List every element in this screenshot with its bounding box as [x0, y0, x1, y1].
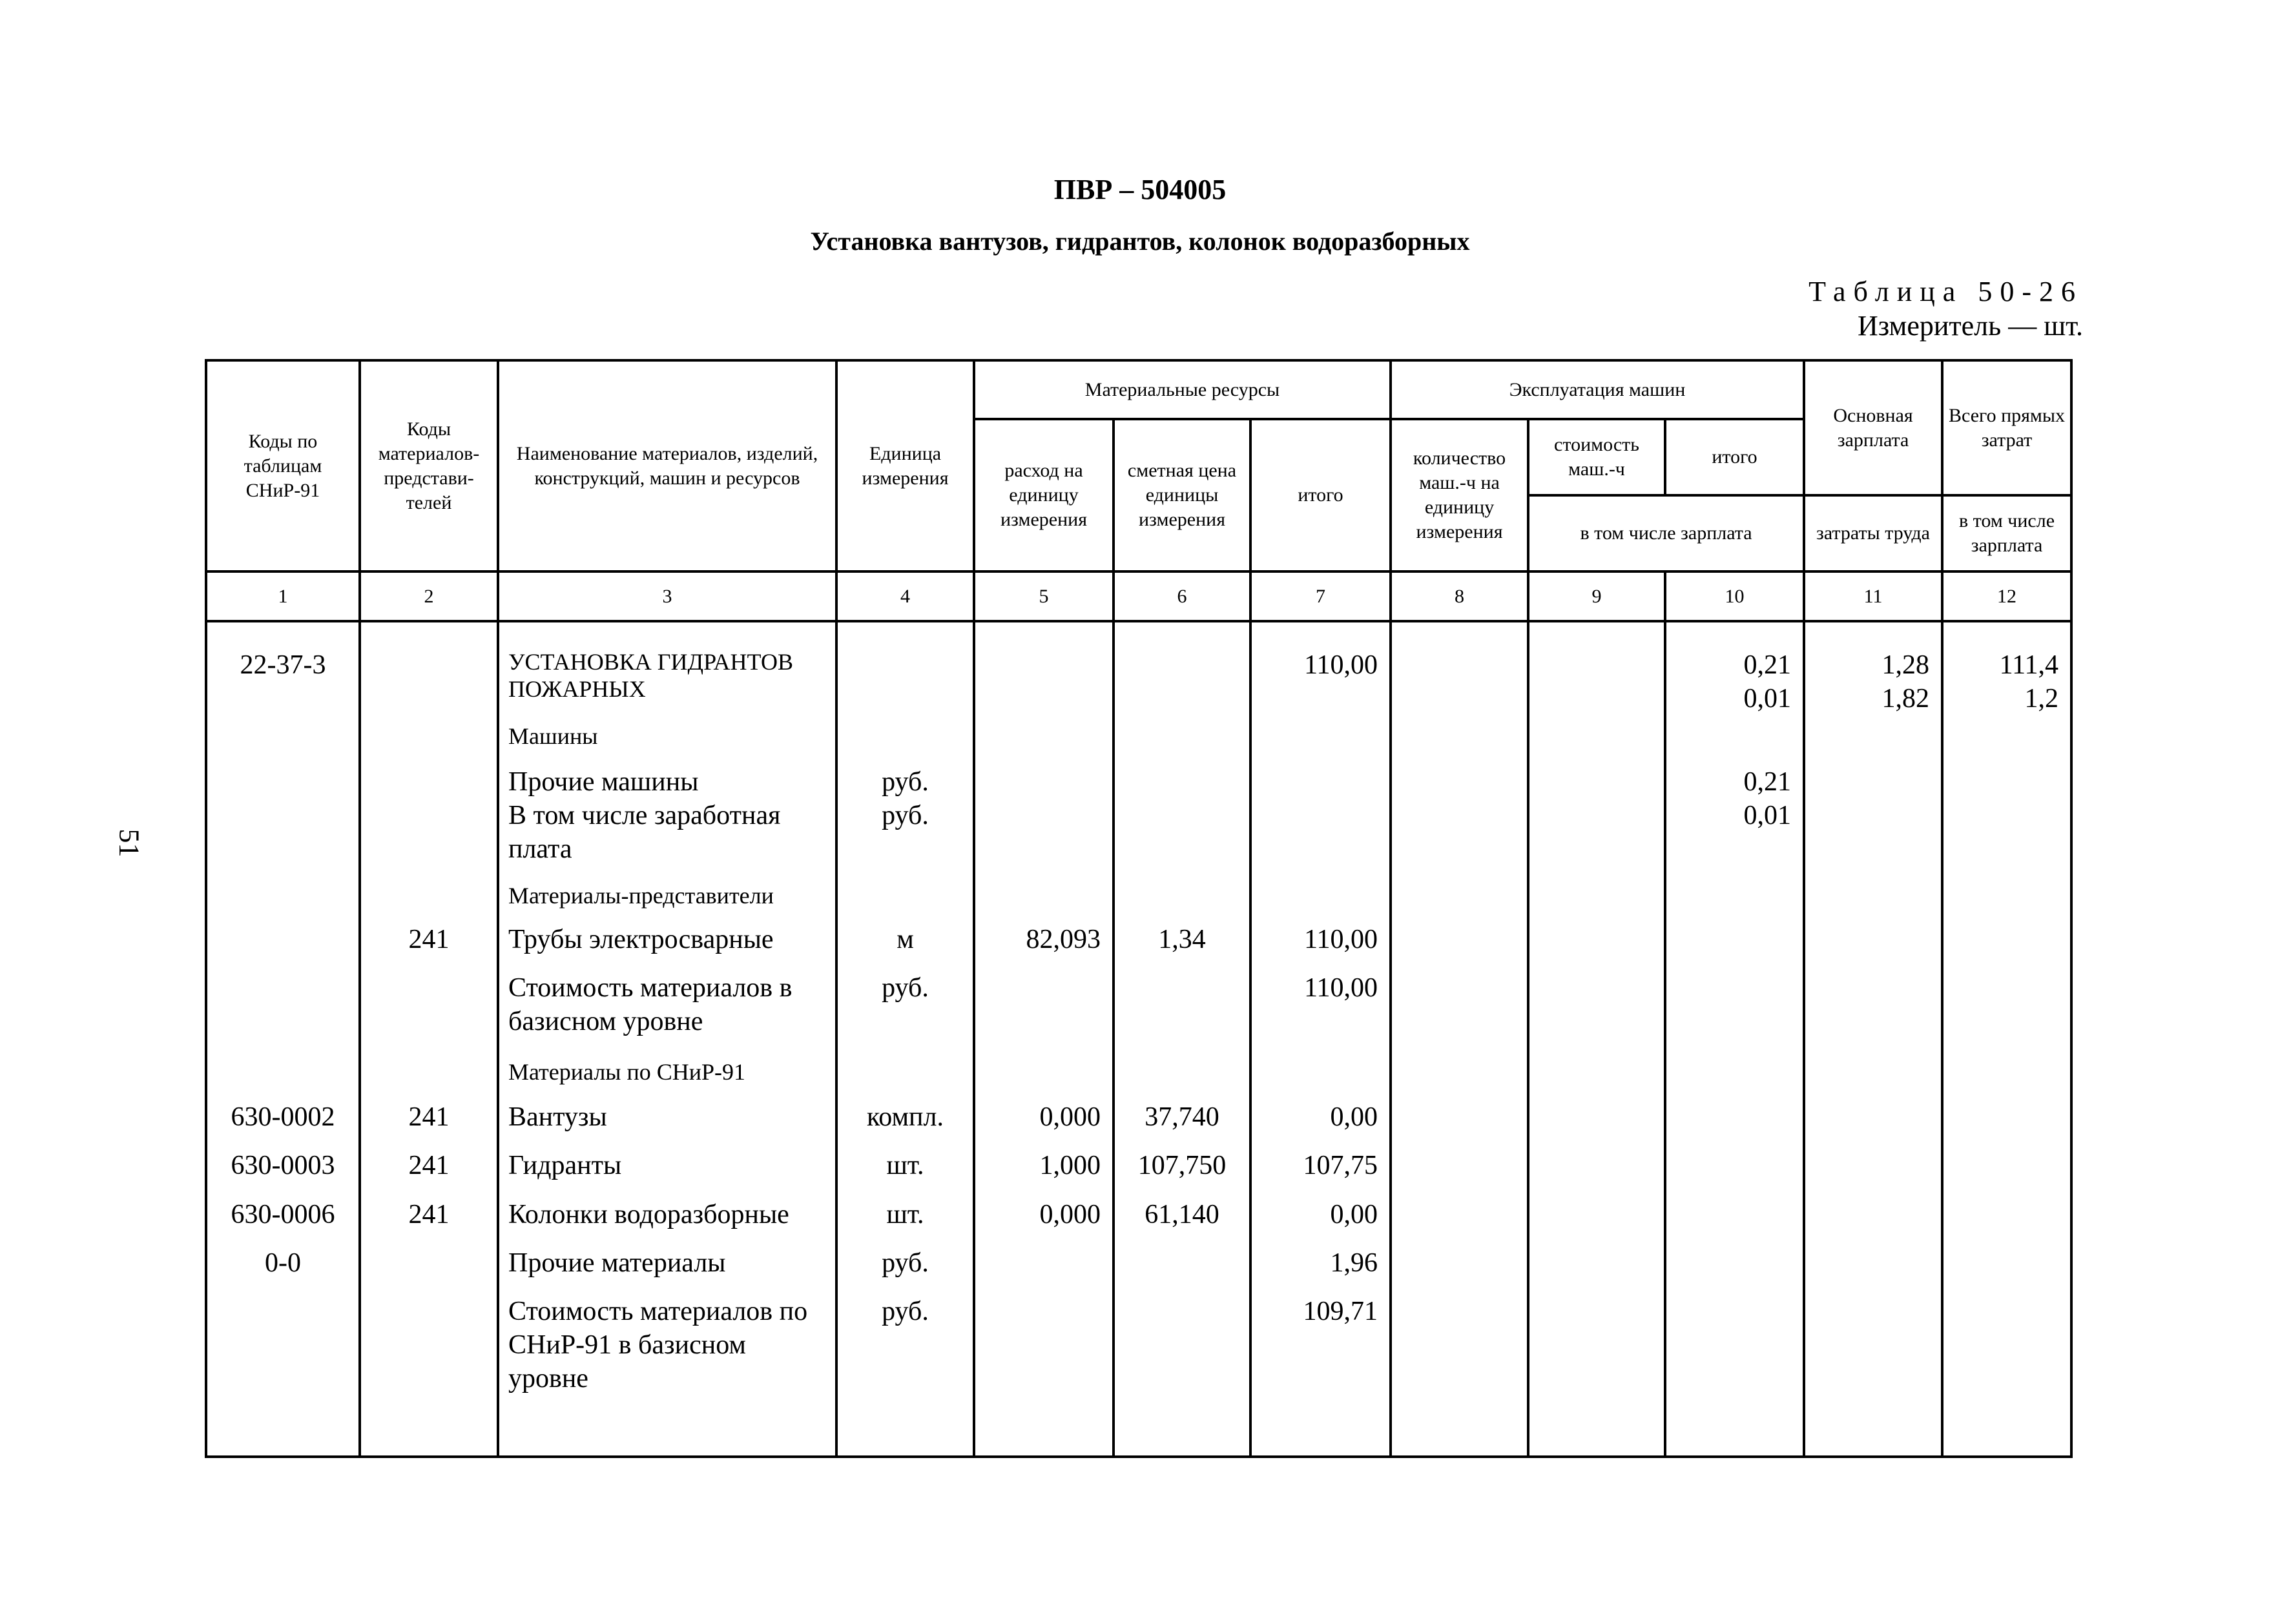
- price: 107,750: [1114, 1149, 1250, 1197]
- header-machine-total: итого: [1665, 419, 1804, 495]
- total-direct: 111,4: [1999, 650, 2059, 681]
- machine-salary: 0,01: [1743, 684, 1792, 714]
- item-name: Колонки водоразборные: [498, 1198, 836, 1246]
- item-name: Прочие материалы: [498, 1246, 836, 1295]
- column-number: 8: [1391, 571, 1528, 621]
- snip-code: 630-0003: [206, 1149, 360, 1197]
- labor-costs: 1,82: [1881, 684, 1930, 714]
- column-number: 3: [498, 571, 836, 621]
- rate: 0,000: [974, 1100, 1114, 1149]
- column-number: 2: [360, 571, 498, 621]
- material-total: 110,00: [1250, 648, 1391, 719]
- item-name: В том числе заработная плата: [498, 799, 836, 879]
- header-including-salary: в том числе зарплата: [1528, 495, 1804, 571]
- header-material-total: итого: [1250, 419, 1391, 571]
- unit: руб.: [836, 799, 974, 879]
- column-number: 4: [836, 571, 974, 621]
- total-direct-cell: [1942, 648, 2071, 719]
- column-number: 9: [1528, 571, 1665, 621]
- table-row: [206, 1295, 2071, 1457]
- rate: 82,093: [974, 923, 1114, 971]
- header-machine-hour-cost: стоимость маш.-ч: [1528, 419, 1665, 495]
- material-code: 241: [360, 1198, 498, 1246]
- item-name: Трубы электросварные: [498, 923, 836, 971]
- material-total: 110,00: [1250, 923, 1391, 971]
- unit: руб.: [836, 1295, 974, 1457]
- unit: м: [836, 923, 974, 971]
- table-row: [206, 971, 2071, 1055]
- table-reference: [1808, 274, 2083, 309]
- column-number: 12: [1942, 571, 2071, 621]
- column-number: 10: [1665, 571, 1804, 621]
- item-name: УСТАНОВКА ГИДРАНТОВ ПОЖАРНЫХ: [498, 648, 836, 719]
- header-names: Наименование материалов, изделий, конструкций, машин и ресурсов: [498, 360, 836, 571]
- item-name: Стоимость материалов в базисном уровне: [498, 971, 836, 1055]
- price: 37,740: [1114, 1100, 1250, 1149]
- section-title-rep-materials: Материалы-представители: [498, 879, 836, 923]
- machine-total: 0,21: [1665, 765, 1804, 799]
- table-row: [206, 1246, 2071, 1295]
- section-row: [206, 879, 2071, 923]
- snip-code: 630-0002: [206, 1100, 360, 1149]
- material-total: 1,96: [1250, 1246, 1391, 1295]
- header-labor-costs: затраты труда: [1804, 495, 1942, 571]
- header-basic-salary: Основная зарплата: [1804, 360, 1942, 495]
- header-including-salary-total: в том числе зарплата: [1942, 495, 2071, 571]
- table-row: [206, 799, 2071, 879]
- machine-total-cell: [1665, 648, 1804, 719]
- header-material-resources: Материальные ресурсы: [974, 360, 1391, 419]
- table-row: [206, 765, 2071, 799]
- snip-code: 0-0: [206, 1246, 360, 1295]
- section-title-snip-materials: Материалы по СНиР-91: [498, 1055, 836, 1100]
- unit: шт.: [836, 1198, 974, 1246]
- column-number: 6: [1114, 571, 1250, 621]
- header-machine-hours: количество маш.-ч на единицу измерения: [1391, 419, 1528, 571]
- section-row: [206, 1055, 2071, 1100]
- column-number: 7: [1250, 571, 1391, 621]
- table-row: [206, 923, 2071, 971]
- column-number: 5: [974, 571, 1114, 621]
- item-name: Прочие машины: [498, 765, 836, 799]
- unit-of-measure: Измеритель — шт.: [1857, 310, 2083, 342]
- item-name: Гидранты: [498, 1149, 836, 1197]
- table-reference-text: Таблица 50-26: [1808, 276, 2083, 307]
- unit: руб.: [836, 765, 974, 799]
- header-price: сметная цена единицы измерения: [1114, 419, 1250, 571]
- snip-code: 22-37-3: [206, 648, 360, 719]
- header-unit: Единица измерения: [836, 360, 974, 571]
- material-total: 0,00: [1250, 1100, 1391, 1149]
- header-material-codes: Коды материалов-представи-телей: [360, 360, 498, 571]
- document-code: ПВР – 504005: [1053, 174, 1227, 205]
- machine-total: 0,21: [1743, 650, 1792, 681]
- table-row: [206, 1100, 2071, 1149]
- price: 1,34: [1114, 923, 1250, 971]
- table-row: [206, 1149, 2071, 1197]
- column-number: 11: [1804, 571, 1942, 621]
- page-number: 51: [113, 828, 145, 858]
- header-snip-codes: Коды по таблицам СНиР-91: [206, 360, 360, 571]
- item-name: Вантузы: [498, 1100, 836, 1149]
- section-row: [206, 719, 2071, 765]
- column-number: 1: [206, 571, 360, 621]
- document-subtitle: Установка вантузов, гидрантов, колонок водоразборных: [810, 227, 1470, 256]
- unit: руб.: [836, 1246, 974, 1295]
- header-total-direct: Всего прямых затрат: [1942, 360, 2071, 495]
- material-code: 241: [360, 1149, 498, 1197]
- table-row: [206, 1198, 2071, 1246]
- snip-code: 630-0006: [206, 1198, 360, 1246]
- material-code: 241: [360, 923, 498, 971]
- machine-total: 0,01: [1665, 799, 1804, 879]
- resource-table: [205, 359, 2073, 1458]
- table-row: [206, 648, 2071, 719]
- header-rate: расход на единицу измерения: [974, 419, 1114, 571]
- material-total: 107,75: [1250, 1149, 1391, 1197]
- section-title-machines: Машины: [498, 719, 836, 765]
- basic-salary: 1,28: [1881, 650, 1930, 681]
- item-name: Стоимость материалов по СНиР-91 в базисном уровне: [498, 1295, 836, 1457]
- header-machine-operation: Эксплуатация машин: [1391, 360, 1804, 419]
- unit: шт.: [836, 1149, 974, 1197]
- material-total: 110,00: [1250, 971, 1391, 1055]
- salary-cell: [1804, 648, 1942, 719]
- unit: компл.: [836, 1100, 974, 1149]
- rate: 0,000: [974, 1198, 1114, 1246]
- material-code: 241: [360, 1100, 498, 1149]
- rate: 1,000: [974, 1149, 1114, 1197]
- unit: руб.: [836, 971, 974, 1055]
- material-total: 109,71: [1250, 1295, 1391, 1457]
- price: 61,140: [1114, 1198, 1250, 1246]
- total-salary: 1,2: [2024, 684, 2059, 714]
- material-total: 0,00: [1250, 1198, 1391, 1246]
